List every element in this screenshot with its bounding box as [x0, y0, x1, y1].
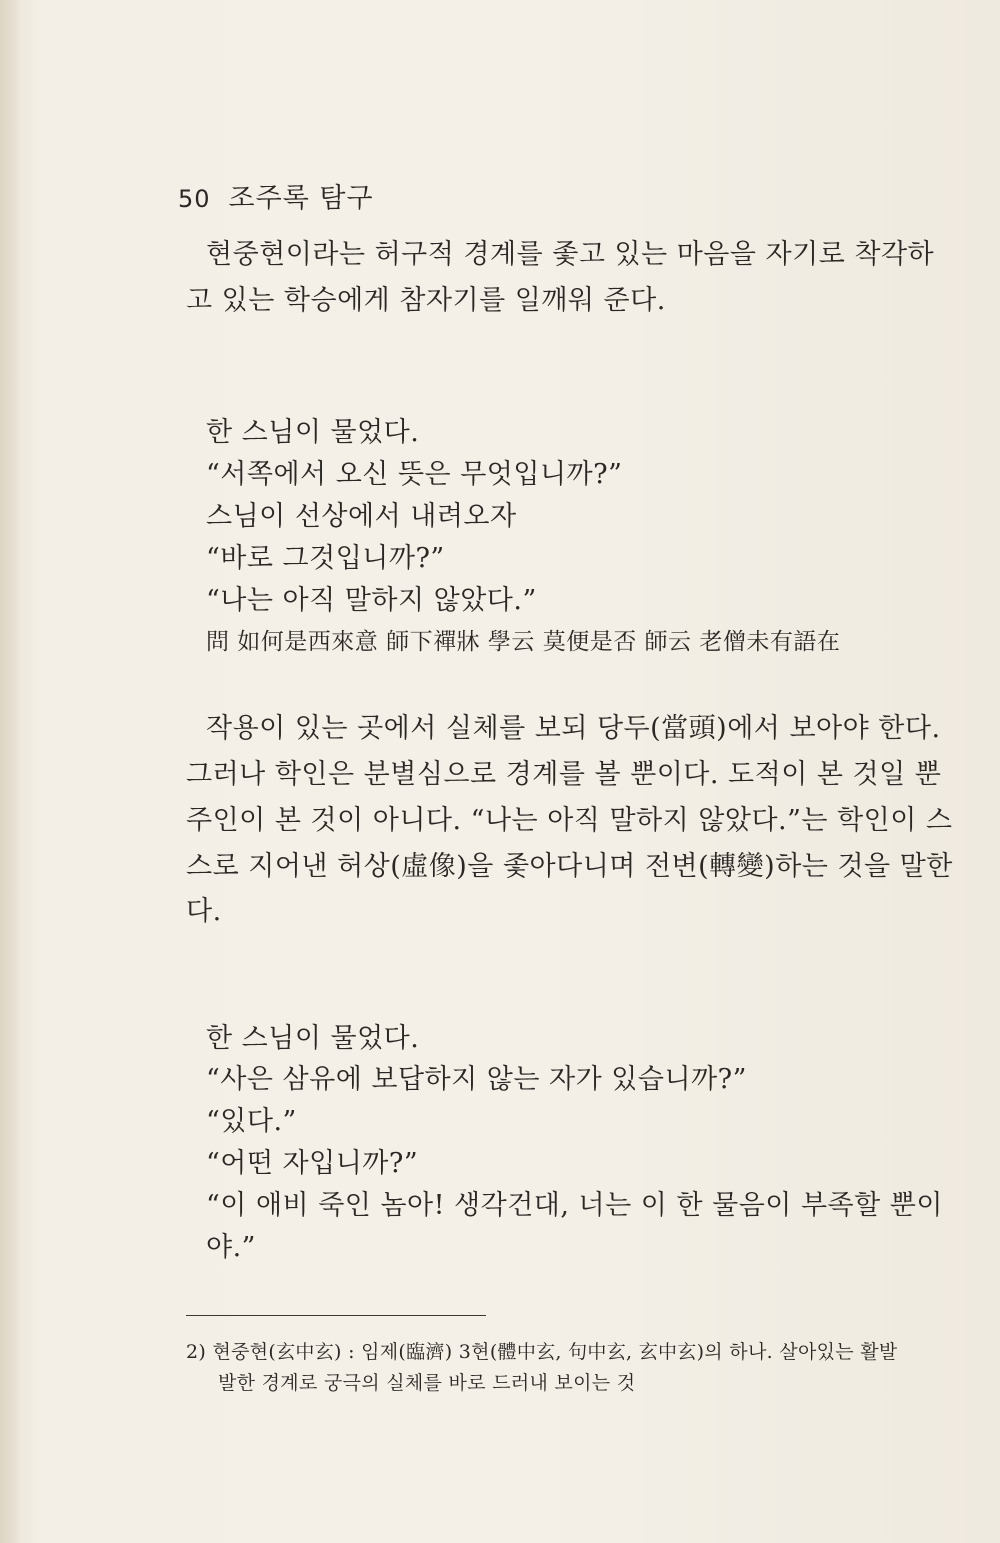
dialogue-2-line-1: 한 스님이 물었다.	[206, 1023, 420, 1054]
paragraph-2-line-4: 스로 지어낸 허상(虛像)을 좇아다니며 전변(轉變)하는 것을 말한	[186, 851, 953, 882]
dialogue-2-line-6: 야.”	[206, 1232, 256, 1263]
page-edge-shadow	[0, 0, 22, 1543]
classical-chinese-quote: 問 如何是西來意 師下禪牀 學云 莫便是否 師云 老僧未有語在	[206, 629, 841, 655]
dialogue-1-line-3: 스님이 선상에서 내려오자	[206, 501, 517, 532]
paragraph-2-line-1: 작용이 있는 곳에서 실체를 보되 당두(當頭)에서 보아야 한다.	[206, 713, 941, 744]
paragraph-2-line-2: 그러나 학인은 분별심으로 경계를 볼 뿐이다. 도적이 본 것일 뿐	[186, 759, 942, 790]
paragraph-1-line-2: 고 있는 학승에게 참자기를 일깨워 준다.	[186, 285, 666, 316]
dialogue-2-line-2: “사은 삼유에 보답하지 않는 자가 있습니까?”	[206, 1064, 747, 1095]
dialogue-1-line-1: 한 스님이 물었다.	[206, 417, 420, 448]
dialogue-1-line-4: “바로 그것입니까?”	[206, 543, 445, 574]
running-title: 조주록 탐구	[228, 183, 374, 214]
dialogue-2-line-4: “어떤 자입니까?”	[206, 1148, 419, 1179]
paragraph-2-line-5: 다.	[186, 896, 222, 927]
paragraph-1-line-1: 현중현이라는 허구적 경계를 좇고 있는 마음을 자기로 착각하	[206, 239, 935, 270]
dialogue-1-line-5: “나는 아직 말하지 않았다.”	[206, 585, 537, 616]
dialogue-2-line-3: “있다.”	[206, 1106, 297, 1137]
page-number: 50	[178, 185, 211, 213]
footnote-divider	[186, 1315, 486, 1316]
footnote-line-2: 발한 경계로 궁극의 실체를 바로 드러내 보이는 것	[218, 1372, 636, 1394]
dialogue-2-line-5: “이 애비 죽인 놈아! 생각건대, 너는 이 한 물음이 부족할 뿐이	[206, 1190, 943, 1221]
running-header	[178, 176, 374, 215]
dialogue-1-line-2: “서쪽에서 오신 뜻은 무엇입니까?”	[206, 459, 623, 490]
paragraph-2-line-3: 주인이 본 것이 아니다. “나는 아직 말하지 않았다.”는 학인이 스	[186, 805, 953, 836]
footnote-line-1: 2) 현중현(玄中玄) : 임제(臨濟) 3현(體中玄, 句中玄, 玄中玄)의 하나. 살아있는 활발	[186, 1341, 898, 1363]
